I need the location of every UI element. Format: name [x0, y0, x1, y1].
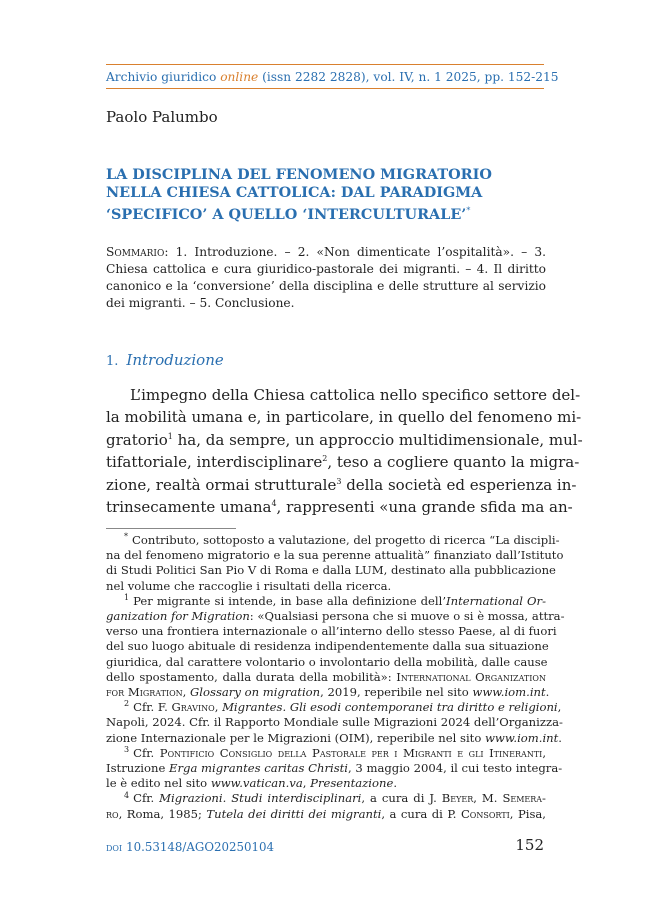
footnotes — [106, 532, 565, 822]
author-name: Paolo Palumbo — [106, 108, 218, 126]
body-paragraph — [106, 384, 583, 518]
body-line: zione, realtà ormai strutturale$^3$ della società ed esperienza in- — [106, 475, 577, 494]
footnote-4: $^4$ Cfr. Migrazioni. Studi interdisciplinari, a cura di J. Beyer, M. Semera- ro, Roma, 1985; Tutela dei diritti dei migranti, a cura di P. Consorti, Pisa, — [106, 790, 546, 821]
footnote-ref[interactable]: 4 — [271, 499, 277, 509]
title-line — [106, 202, 546, 224]
header-rule-top — [106, 64, 544, 65]
journal-online: online — [220, 70, 259, 84]
summary-label: Sommario — [106, 245, 165, 259]
footnote-mark: * — [124, 532, 128, 542]
section-number: 1. — [106, 354, 119, 369]
body-line: la mobilità umana e, in particolare, in quello del fenomeno mi- — [106, 408, 582, 427]
doi — [106, 840, 274, 854]
link-iom[interactable]: www.iom.int — [472, 685, 546, 700]
footnote-mark: 4 — [124, 790, 130, 800]
journal-issue: (issn 2282 2828), vol. IV, n. 1 2025, pp. 152-215 — [258, 70, 559, 84]
title-footnote-mark[interactable]: * — [466, 206, 471, 215]
body-line: tifattoriale, interdisciplinare$^2$, teso a cogliere quanto la migra- — [106, 453, 580, 472]
footnote-star: * Contributo, sottoposto a valutazione, del progetto di ricerca “La discipli- na del fenomeno migratorio e la sua perenne attualità” finanziato dall’Istituto di Studi Politici San Pio V di Roma e dalla LUM, destinato alla pubblicazione nel volume che raccoglie i risultati della ricerca. — [106, 532, 564, 593]
header-rule-bottom — [106, 88, 544, 89]
body-line: gratorio$^1$ ha, da sempre, un approccio multidimensionale, mul- — [106, 430, 583, 449]
summary — [106, 244, 546, 312]
footnote-mark: 1 — [124, 592, 130, 602]
link-vatican[interactable]: www.vatican.va — [210, 776, 303, 791]
footnote-separator — [106, 528, 236, 529]
journal-name: Archivio giuridico — [106, 70, 221, 84]
footnote-3: $^3$ Cfr. Pontificio Consiglio della Pastorale per i Migranti e gli Itineranti, Istruzione Erga migrantes caritas Christi, 3 maggio 2004, il cui testo integra- le è edito nel sito www.vatican.va, Presentazione. — [106, 744, 563, 791]
title-line: LA DISCIPLINA DEL FENOMENO MIGRATORIO — [106, 166, 492, 183]
section-heading — [106, 351, 224, 369]
footnote-mark: 2 — [124, 699, 130, 709]
section-title: Introduzione — [126, 351, 224, 369]
footnote-ref[interactable]: 1 — [167, 431, 173, 441]
journal-header — [106, 70, 559, 84]
body-line: L’impegno della Chiesa cattolica nello specifico settore del- — [130, 386, 581, 404]
page-number: 152 — [515, 836, 544, 854]
title-line: NELLA CHIESA CATTOLICA: DAL PARADIGMA — [106, 184, 483, 201]
article-title — [106, 166, 546, 224]
footnote-2: $^2$ Cfr. F. Gravino, Migrantes. Gli esodi contemporanei tra diritto e religioni, Napoli, 2024. Cfr. il Rapporto Mondiale sulle Migrazioni 2024 dell’Organizza- zione Internazionale per le Migrazioni (OIM), reperibile nel sito www.iom.int. — [106, 699, 563, 745]
title-line-text: ‘SPECIFICO’ A QUELLO ‘INTERCULTURALE’ — [106, 205, 467, 223]
link-iom[interactable]: www.iom.int — [485, 730, 559, 745]
footnote-ref[interactable]: 2 — [322, 454, 328, 464]
doi-link[interactable]: 10.53148/AGO20250104 — [126, 840, 275, 854]
summary-text: : 1. Introduzione. – 2. «Non dimenticate l’ospitalità». – 3. Chiesa cattolica e cura giuridico-pastorale dei migranti. – 4. Il diritto canonico e la ‘conversione’ della disciplina e delle strutture al servizio dei migranti. – 5. Conclusione. — [106, 245, 546, 310]
footnote-1: $^1$ Per migrante si intende, in base alla definizione dell’International Or- ganization for Migration: «Qualsiasi persona che si muove o si è mossa, attra- verso una frontiera internazionale o all’interno dello stesso Paese, al di fuori del suo luogo abituale di residenza indipendentemente dalla sua situazione giuridica, dal carattere volontario o involontario della mobilità, dalle cause dello spostamento, dalla durata della mobilità»: International Organization for Migration, Glossary on migration, 2019, reperibile nel sito www.iom.int. — [106, 592, 565, 700]
footnote-ref[interactable]: 3 — [336, 476, 342, 486]
body-line: trinsecamente umana$^4$, rappresenti «una grande sfida ma an- — [106, 498, 573, 517]
doi-label: doi — [106, 841, 123, 854]
footnote-mark: 3 — [124, 744, 130, 754]
